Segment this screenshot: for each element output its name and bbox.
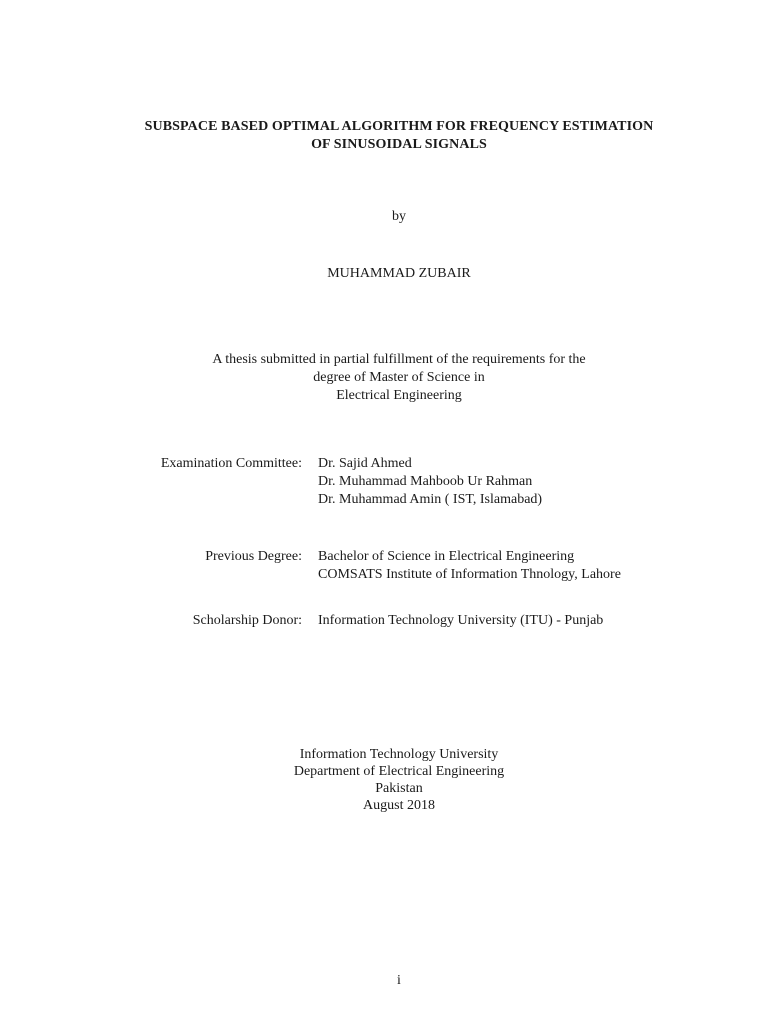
statement-line-3: Electrical Engineering [336, 388, 462, 403]
author-name: MUHAMMAD ZUBAIR [327, 266, 471, 281]
thesis-title [0, 118, 768, 154]
country-name: Pakistan [375, 781, 423, 796]
previous-degree-name: Bachelor of Science in Electrical Engineering [318, 549, 575, 564]
institution-block [0, 746, 768, 814]
previous-degree-values [318, 548, 621, 584]
previous-degree-label: Previous Degree: [205, 549, 302, 564]
scholarship-donor-values [318, 612, 603, 630]
statement-line-2: degree of Master of Science in [313, 370, 485, 385]
thesis-statement [0, 351, 768, 405]
previous-degree-institution: COMSATS Institute of Information Thnology, Lahore [318, 567, 621, 582]
university-name: Information Technology University [299, 747, 499, 762]
scholarship-donor-label: Scholarship Donor: [192, 613, 302, 628]
examination-committee-members [318, 455, 542, 509]
thesis-title-line-2: OF SINUSOIDAL SIGNALS [311, 137, 487, 152]
department-name: Department of Electrical Engineering [293, 764, 505, 779]
by-label: by [392, 209, 406, 224]
committee-member: Dr. Muhammad Mahboob Ur Rahman [318, 474, 533, 489]
page-number: i [397, 973, 401, 988]
scholarship-donor-name: Information Technology University (ITU) - Punjab [318, 613, 604, 628]
thesis-title-line-1: SUBSPACE BASED OPTIMAL ALGORITHM FOR FREQUENCY ESTIMATION [144, 119, 654, 134]
statement-line-1: A thesis submitted in partial fulfillment of the requirements for the [212, 352, 586, 367]
committee-member: Dr. Muhammad Amin ( IST, Islamabad) [318, 492, 543, 507]
submission-date: August 2018 [363, 798, 435, 813]
examination-committee-label: Examination Committee: [160, 456, 302, 471]
committee-member: Dr. Sajid Ahmed [318, 456, 412, 471]
